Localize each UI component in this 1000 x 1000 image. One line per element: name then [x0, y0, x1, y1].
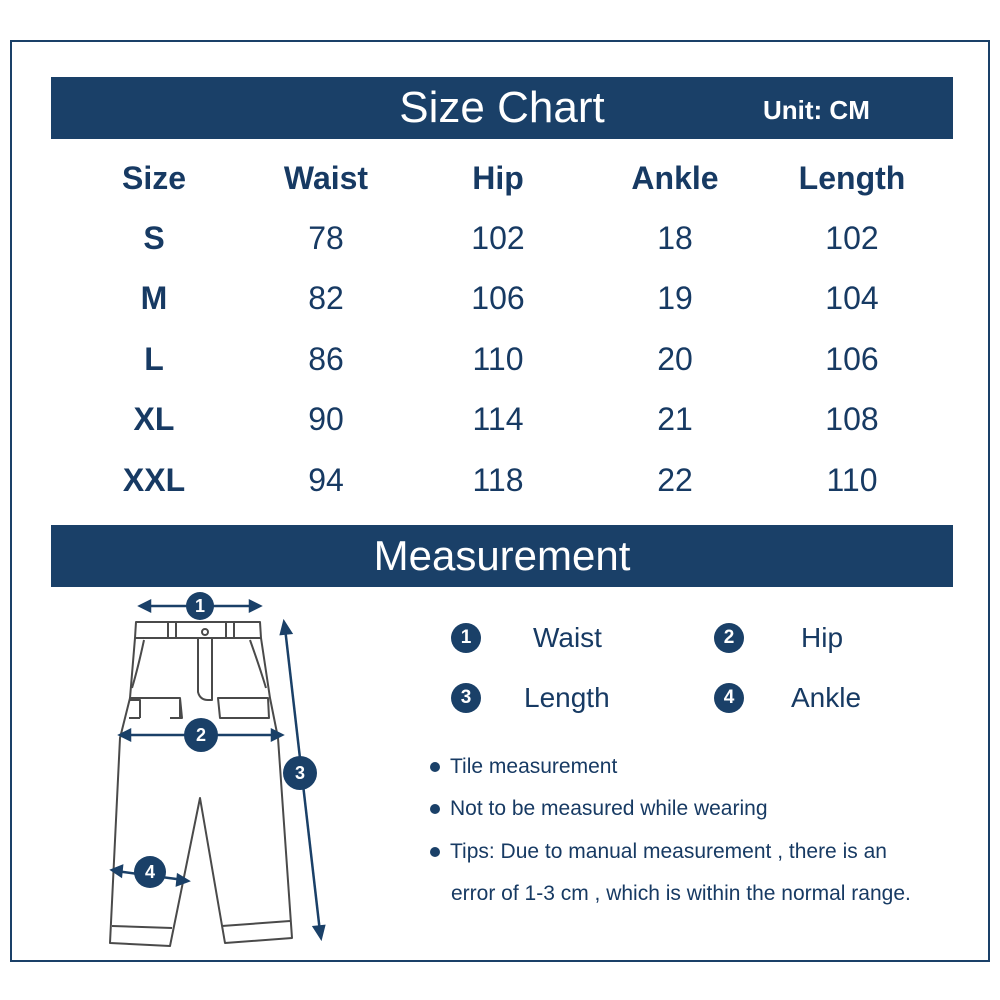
table-row	[65, 450, 941, 510]
note-item	[430, 755, 617, 779]
table-cell: 110	[826, 461, 878, 498]
table-cell: 118	[472, 461, 524, 498]
size-chart-banner	[51, 77, 953, 139]
number-badge: 3	[451, 683, 481, 713]
bullet-icon	[430, 804, 440, 814]
legend-label-waist: Waist	[533, 622, 602, 653]
table-row	[65, 269, 941, 329]
number-badge: 4	[714, 683, 744, 713]
pants-diagram	[100, 588, 340, 958]
table-cell: 106	[471, 280, 525, 317]
note-text: Tips: Due to manual measurement , there is an	[450, 840, 887, 863]
legend-label-hip: Hip	[801, 622, 844, 653]
column-header: Size	[121, 159, 187, 196]
table-cell: 22	[657, 461, 693, 498]
diagram-marker-1: 1	[194, 596, 206, 616]
legend-label-length: Length	[524, 682, 610, 713]
table-cell: 106	[825, 340, 879, 377]
measurement-title: Measurement	[373, 532, 631, 579]
table-cell: 21	[657, 401, 693, 438]
note-continuation: error of 1-3 cm , which is within the normal range.	[451, 882, 911, 905]
table-cell: XXL	[122, 461, 186, 498]
table-cell: 82	[308, 280, 344, 317]
table-row	[65, 329, 941, 389]
note-item	[430, 840, 887, 864]
table-cell: S	[143, 220, 165, 257]
table-cell: M	[140, 280, 168, 317]
table-cell: 104	[825, 280, 879, 317]
number-badge: 2	[714, 623, 744, 653]
table-cell: 20	[657, 340, 693, 377]
bullet-icon	[430, 847, 440, 857]
legend-item-ankle	[714, 681, 744, 715]
legend-item-waist	[451, 621, 481, 655]
table-cell: 102	[471, 220, 525, 257]
number-badge: 1	[451, 623, 481, 653]
diagram-marker-4: 4	[144, 862, 156, 882]
table-cell: 86	[308, 340, 344, 377]
measurement-banner	[51, 525, 953, 587]
note-text: Tile measurement	[450, 755, 618, 778]
table-cell: 19	[657, 280, 693, 317]
bullet-icon	[430, 762, 440, 772]
table-cell: L	[144, 340, 164, 377]
column-header: Waist	[283, 159, 369, 196]
table-row	[65, 390, 941, 450]
size-chart-title: Size Chart	[399, 83, 605, 132]
column-header: Hip	[472, 159, 524, 196]
diagram-marker-2: 2	[195, 725, 207, 745]
column-header: Length	[798, 159, 906, 196]
legend-item-hip	[714, 621, 744, 655]
table-cell: 108	[825, 401, 879, 438]
table-cell: 18	[657, 220, 693, 257]
table-cell: XL	[133, 401, 175, 438]
table-cell: 110	[472, 340, 524, 377]
size-table	[65, 148, 941, 510]
table-cell: 94	[308, 461, 344, 498]
unit-label: Unit: CM	[763, 95, 870, 125]
table-cell: 102	[825, 220, 879, 257]
table-header-row	[65, 148, 941, 208]
table-row	[65, 208, 941, 268]
column-header: Ankle	[631, 159, 719, 196]
table-cell: 90	[308, 401, 344, 438]
table-cell: 114	[472, 401, 524, 438]
legend-label-ankle: Ankle	[791, 682, 862, 713]
legend-item-length	[451, 681, 481, 715]
table-cell: 78	[308, 220, 344, 257]
note-item	[430, 797, 768, 821]
diagram-marker-3: 3	[294, 763, 306, 783]
note-text: Not to be measured while wearing	[450, 797, 768, 820]
